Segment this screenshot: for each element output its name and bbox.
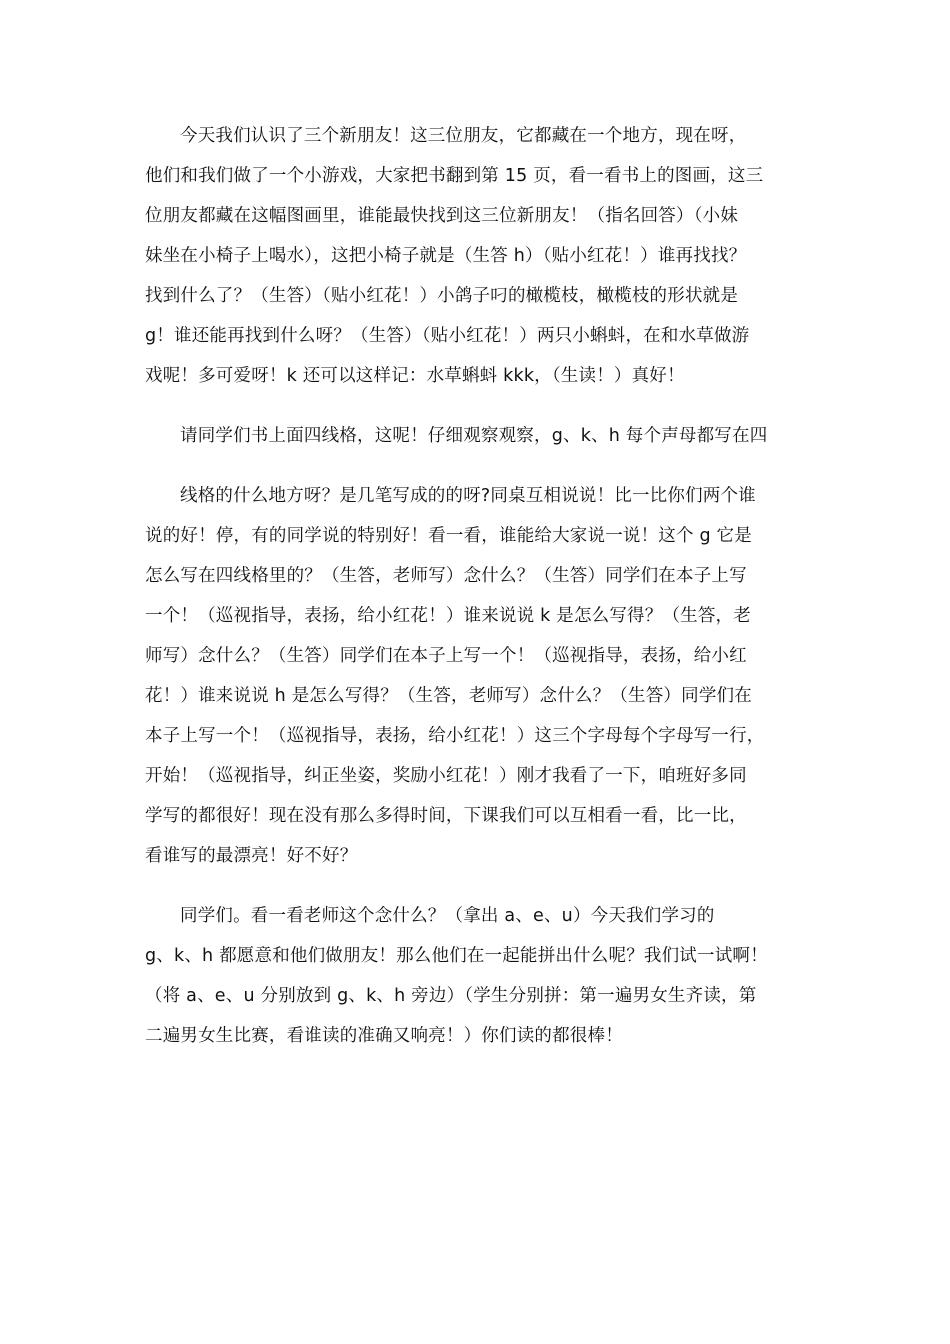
text-line: 说的好！停，有的同学说的特别好！看一看，谁能给大家说一说！这个 g 它是 (145, 526, 752, 546)
text-line: 开始！（巡视指导，纠正坐姿，奖励小红花！）刚才我看了一下，咱班好多同 (145, 766, 747, 786)
text-line: 二遍男女生比赛，看谁读的准确又响亮！）你们读的都很棒！ (145, 1026, 623, 1046)
paragraph-4 (145, 896, 807, 1056)
paragraph-spacing (145, 876, 807, 896)
paragraph-1 (145, 116, 807, 396)
text-line: 同学们。看一看老师这个念什么？（拿出 a、e、u）今天我们学习的 (180, 906, 715, 926)
text-line: 今天我们认识了三个新朋友！这三位朋友，它都藏在一个地方，现在呀， (180, 126, 747, 146)
text-line: g！谁还能再找到什么呀？（生答）（贴小红花！）两只小蝌蚪，在和水草做游 (145, 326, 750, 346)
text-line: 戏呢！多可爱呀！k 还可以这样记：水草蝌蚪 kkk，（生读！）真好！ (145, 366, 685, 386)
text-line: 他们和我们做了一个小游戏，大家把书翻到第 15 页，看一看书上的图画，这三 (145, 166, 764, 186)
text-line: 看谁写的最漂亮！好不好？ (145, 846, 358, 866)
text-line: g、k、h 都愿意和他们做朋友！那么他们在一起能拼出什么呢？我们试一试啊！ (145, 946, 768, 966)
paragraph-spacing (145, 396, 807, 416)
paragraph-2 (145, 416, 807, 456)
text-line: 怎么写在四线格里的？（生答，老师写）念什么？（生答）同学们在本子上写 (145, 566, 747, 586)
text-line: 花！）谁来说说 h 是怎么写得？（生答，老师写）念什么？（生答）同学们在 (145, 686, 752, 706)
text-line: 请同学们书上面四线格，这呢！仔细观察观察，g、k、h 每个声母都写在四 (180, 426, 768, 446)
text-line: 妹坐在小椅子上喝水），这把小椅子就是（生答 h）（贴小红花！）谁再找找？ (145, 246, 747, 266)
document-body (145, 116, 807, 1056)
text-line: 师写）念什么？（生答）同学们在本子上写一个！（巡视指导，表扬，给小红 (145, 646, 747, 666)
text-line: 一个！（巡视指导，表扬，给小红花！）谁来说说 k 是怎么写得？（生答，老 (145, 606, 751, 626)
paragraph-spacing (145, 456, 807, 476)
text-line: 学写的都很好！现在没有那么多得时间，下课我们可以互相看一看，比一比， (145, 806, 747, 826)
text-line: （将 a、e、u 分别放到 g、k、h 旁边）（学生分别拼：第一遍男女生齐读，第 (145, 986, 757, 1006)
text-line: 位朋友都藏在这幅图画里，谁能最快找到这三位新朋友！（指名回答）（小妹 (145, 206, 739, 226)
paragraph-3 (145, 476, 807, 876)
text-line: 线格的什么地方呀？是几笔写成的的呀?同桌互相说说！比一比你们两个谁 (180, 486, 756, 506)
text-line: 本子上写一个！（巡视指导，表扬，给小红花！）这三个字母每个字母写一行， (145, 726, 765, 746)
text-line: 找到什么了？（生答）（贴小红花！）小鸽子叼的橄榄枝，橄榄枝的形状就是 (145, 286, 739, 306)
